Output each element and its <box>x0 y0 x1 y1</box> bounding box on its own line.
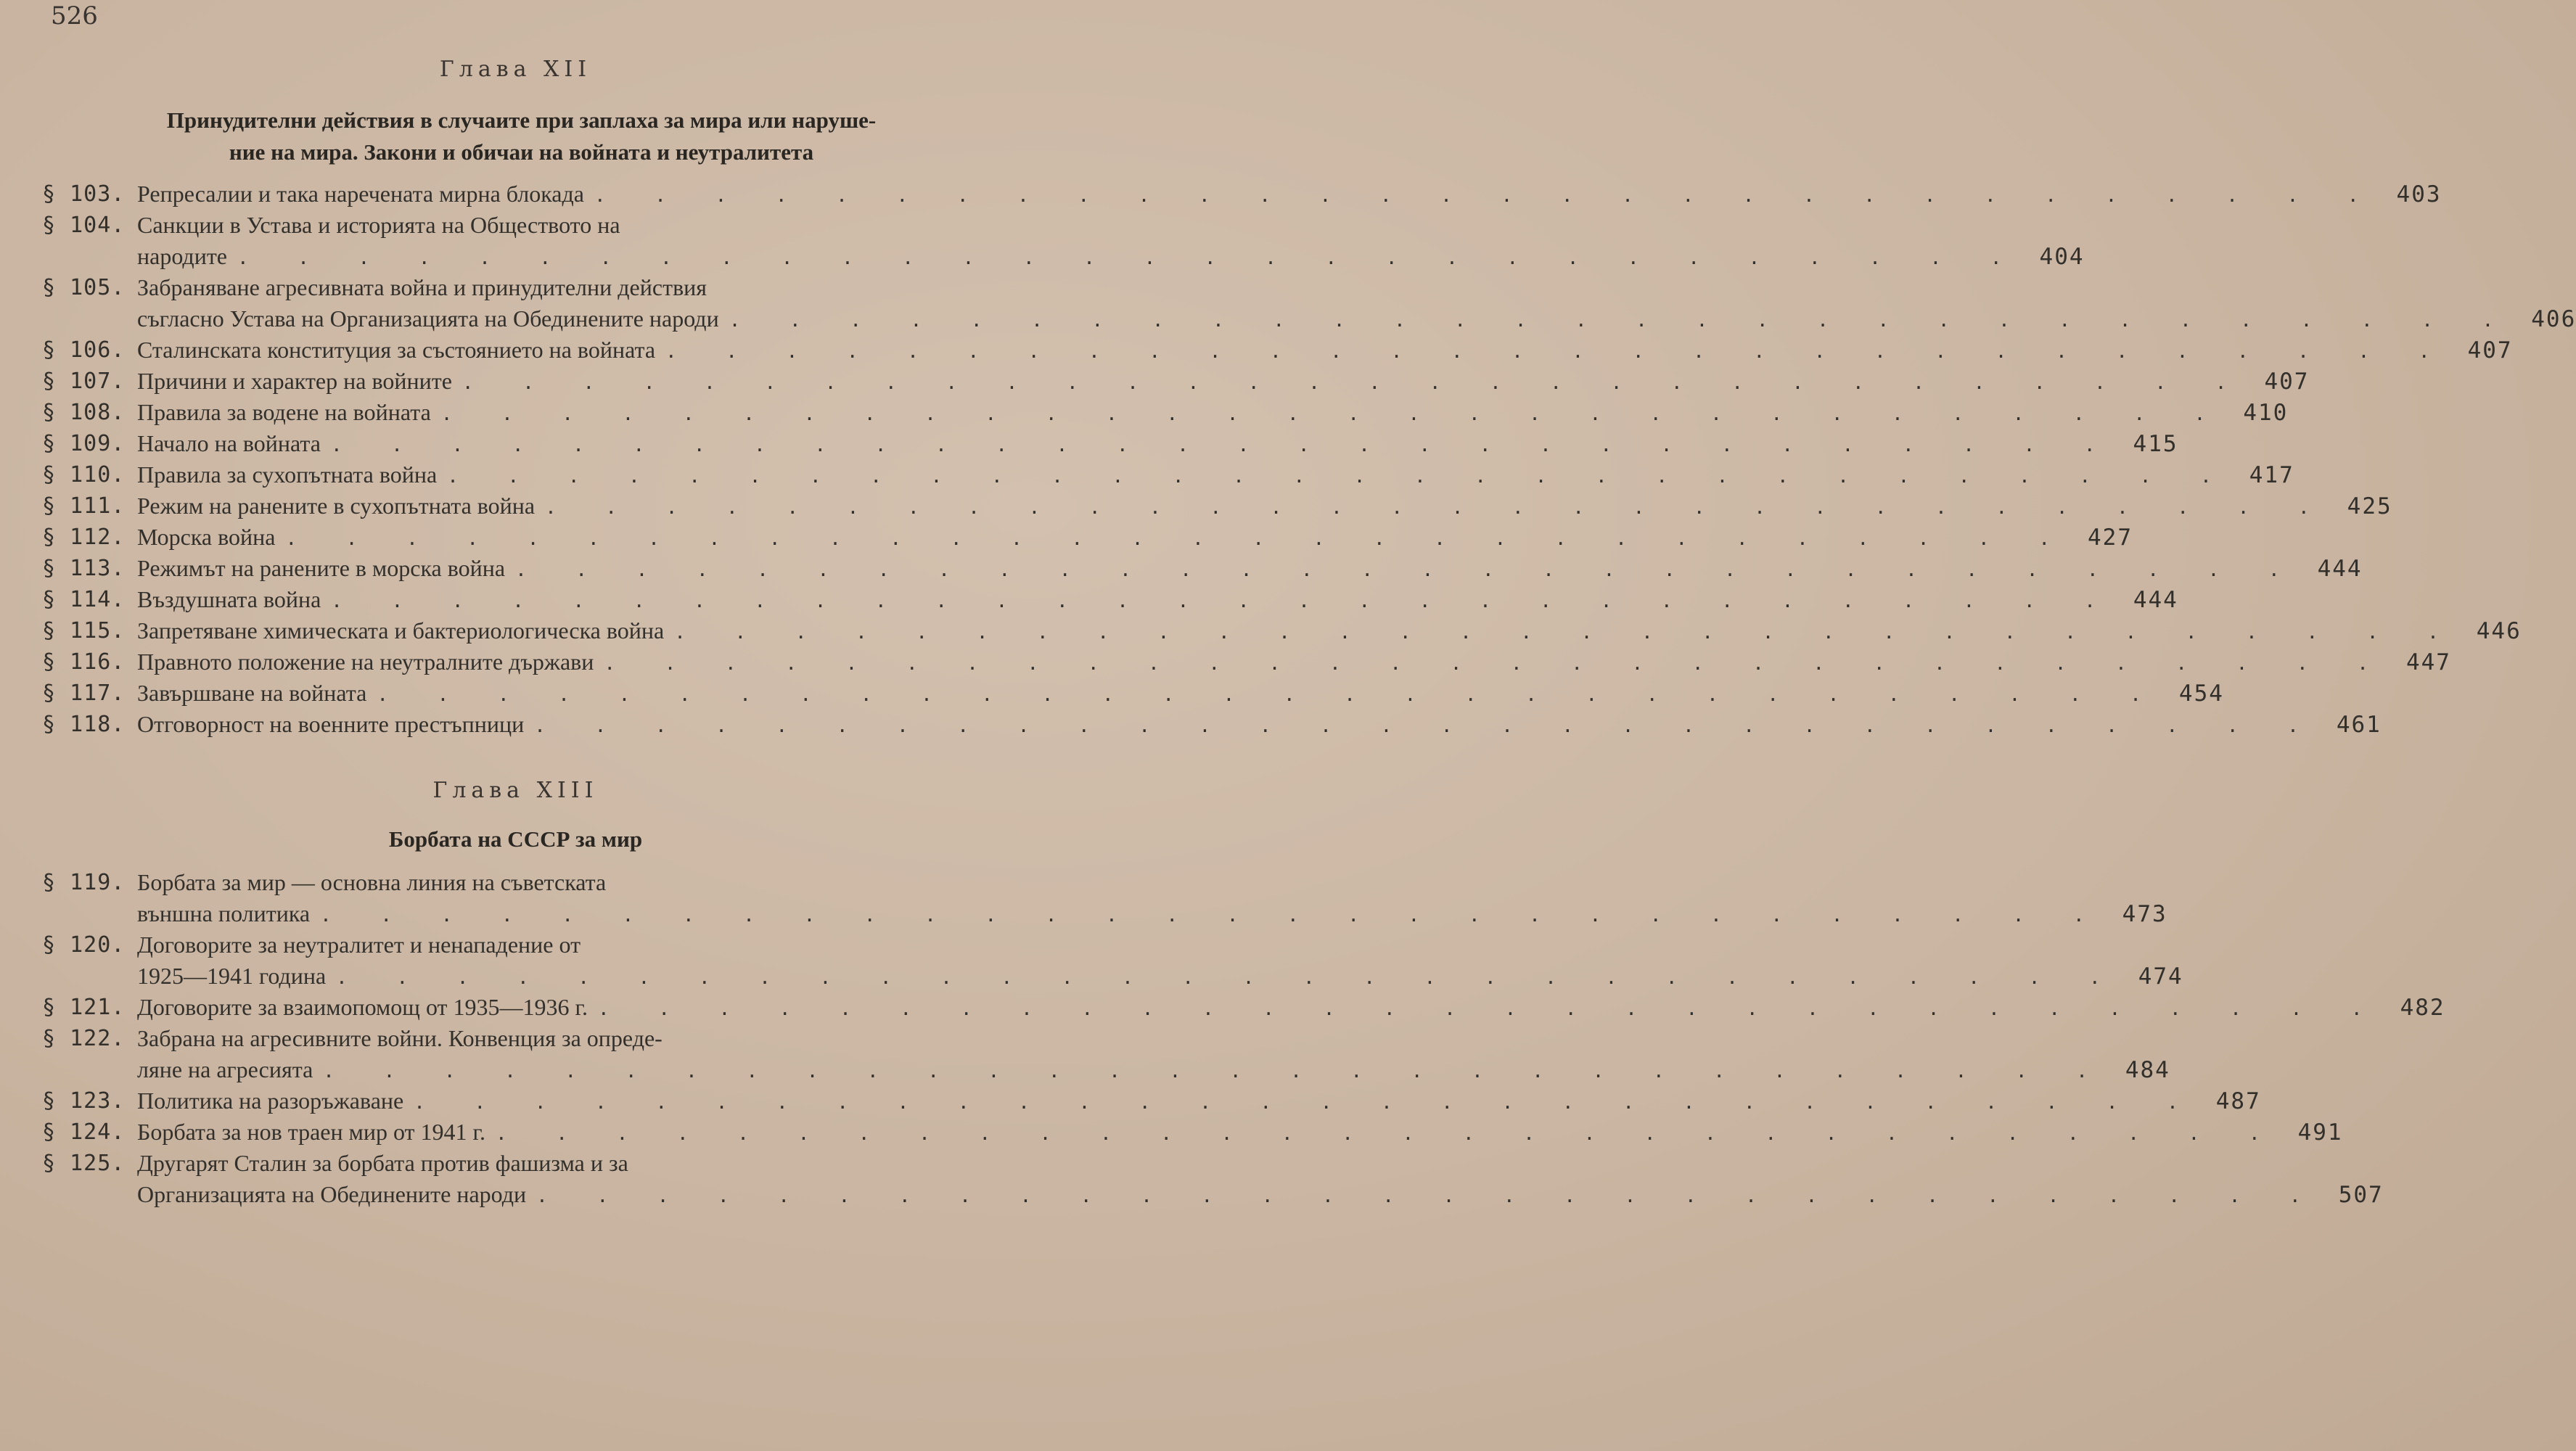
entry-last-line <box>137 992 2445 1023</box>
page-reference: 482 <box>2400 995 2445 1021</box>
entry-title-line: Борбата за нов траен мир от 1941 г. <box>137 1119 486 1145</box>
entry-title-line: Договорите за неутралитет и ненападение от <box>137 932 581 958</box>
page-reference: 415 <box>2133 431 2178 457</box>
entry-last-line <box>137 1085 2261 1117</box>
page-reference: 474 <box>2138 963 2183 990</box>
entry-text <box>137 1085 2261 1117</box>
entry-text <box>137 992 2445 1023</box>
entry-title-line: 1925—1941 година <box>137 963 327 989</box>
toc-entry <box>42 272 2576 334</box>
page-reference: 407 <box>2467 337 2513 363</box>
entry-title-line: Борбата за мир — основна линия на съветската <box>137 869 607 895</box>
entry-last-line <box>137 366 2310 397</box>
dot-leader: . . . . . . . . . . . . . . . . . . . . . . . . . . . . . . <box>545 497 2329 519</box>
page-reference: 444 <box>2133 587 2178 613</box>
entry-last-line <box>137 1117 2343 1148</box>
entry-title-line: съгласно Устава на Организацията на Обединените народи <box>137 305 719 332</box>
entry-last-line <box>137 397 2289 428</box>
page-reference: 487 <box>2215 1088 2261 1114</box>
entry-title-line: Репресалии и така наречената мирна блокада <box>137 181 584 207</box>
entry-title-line: Организацията на Обединените народи <box>137 1181 527 1207</box>
paragraph-number: § 109. <box>42 431 126 456</box>
entry-title-line: Другарят Сталин за борбата против фашизма и за <box>137 1150 628 1176</box>
chapter-heading: Глава XIII <box>432 778 599 803</box>
entry-last-line <box>137 553 2363 584</box>
page-number: 526 <box>51 1 98 30</box>
page-reference: 444 <box>2317 556 2363 582</box>
entry-title-line: ляне на агресията <box>137 1056 313 1082</box>
toc-entry <box>42 1148 2384 1210</box>
dot-leader: . . . . . . . . . . . . . . . . . . . . . . . . . . . . . . <box>331 591 2114 612</box>
dot-leader: . . . . . . . . . . . . . . . . . . . . . . . . . . . . . . <box>462 372 2246 394</box>
entry-last-line <box>137 961 2183 992</box>
chapter-title <box>0 823 1031 855</box>
entry-text <box>137 178 2442 210</box>
entry-title-line: Морска война <box>137 524 276 550</box>
entry-text <box>137 584 2178 615</box>
dot-leader: . . . . . . . . . . . . . . . . . . . . . . . . . . . . . . <box>496 1123 2279 1145</box>
entry-last-line <box>137 584 2178 615</box>
toc-entry <box>42 428 2178 459</box>
dot-leader: . . . . . . . . . . . . . . . . . . . . . . . . . . . . . . <box>729 310 2513 332</box>
paragraph-number: § 110. <box>42 462 126 488</box>
entry-title-line: Запретяване химическата и бактериологическа война <box>137 617 665 644</box>
page-reference: 410 <box>2243 400 2289 426</box>
entry-last-line <box>137 1179 2384 1210</box>
paragraph-number: § 120. <box>42 932 126 958</box>
dot-leader: . . . . . . . . . . . . . . . . . . . . . . . . . . . . . . <box>604 653 2387 675</box>
table-of-contents <box>42 867 2445 1210</box>
dot-leader: . . . . . . . . . . . . . . . . . . . . . . . . . . . . . . <box>323 1061 2107 1082</box>
entry-text <box>137 1023 2170 1085</box>
toc-entry <box>42 678 2224 709</box>
page-reference: 491 <box>2297 1119 2343 1146</box>
dot-leader: . . . . . . . . . . . . . . . . . . . . . . . . . . . . . . <box>674 622 2458 644</box>
toc-entry <box>42 490 2392 522</box>
entry-title-line: Забрана на агресивните войни. Конвенция за опреде- <box>137 1025 663 1051</box>
entry-title-line: Въздушната война <box>137 586 321 612</box>
entry-text <box>137 459 2294 490</box>
entry-text <box>137 366 2310 397</box>
entry-title-line: Режимът на ранените в морска война <box>137 555 506 581</box>
paragraph-number: § 112. <box>42 525 126 550</box>
entry-last-line <box>137 898 2167 929</box>
paragraph-number: § 123. <box>42 1088 126 1114</box>
table-of-contents <box>42 178 2576 740</box>
entry-title-line: Режим на ранените в сухопътната война <box>137 493 536 519</box>
page-reference: 425 <box>2347 493 2392 519</box>
paragraph-number: § 108. <box>42 400 126 425</box>
toc-entry <box>42 1117 2343 1148</box>
dot-leader: . . . . . . . . . . . . . . . . . . . . . . . . . . . . . . <box>515 559 2299 581</box>
entry-title-line: Договорите за взаимопомощ от 1935—1936 г. <box>137 994 588 1020</box>
page-reference: 404 <box>2039 244 2085 270</box>
entry-title-line: Правното положение на неутралните държави <box>137 649 594 675</box>
entry-text <box>137 334 2513 366</box>
toc-entry <box>42 992 2445 1023</box>
page-reference: 417 <box>2249 462 2294 488</box>
dot-leader: . . . . . . . . . . . . . . . . . . . . . . . . . . . . . . <box>440 403 2225 425</box>
chapter-title <box>6 104 1037 168</box>
dot-leader: . . . . . . . . . . . . . . . . . . . . . . . . . . . . . . <box>594 185 2378 207</box>
page-reference: 473 <box>2122 901 2167 927</box>
page-reference: 507 <box>2338 1182 2384 1208</box>
paragraph-number: § 122. <box>42 1026 126 1051</box>
entry-text <box>137 646 2451 678</box>
entry-title-line: Причини и характер на войните <box>137 368 452 394</box>
entry-title-line: Политика на разоръжаване <box>137 1088 404 1114</box>
paragraph-number: § 119. <box>42 870 126 895</box>
entry-title-line: Правила за сухопътната война <box>137 461 438 488</box>
entry-last-line <box>137 459 2294 490</box>
toc-entry <box>42 553 2363 584</box>
dot-leader: . . . . . . . . . . . . . . . . . . . . . . . . . . . . . . <box>598 998 2382 1020</box>
toc-entry <box>42 646 2451 678</box>
toc-entry <box>42 397 2289 428</box>
entry-last-line <box>137 490 2392 522</box>
entry-text <box>137 867 2167 929</box>
dot-leader: . . . . . . . . . . . . . . . . . . . . . . . . . . . . . . <box>331 435 2114 456</box>
entry-text <box>137 210 2085 272</box>
chapter-title-line: Борбата на СССР за мир <box>388 826 643 852</box>
chapter-heading: Глава XII <box>439 57 592 82</box>
page-reference: 454 <box>2178 681 2224 707</box>
entry-last-line <box>137 646 2451 678</box>
page-reference: 447 <box>2405 649 2451 675</box>
dot-leader: . . . . . . . . . . . . . . . . . . . . . . . . . . . . . . <box>320 905 2104 926</box>
chapter-title-line: ние на мира. Закони и обичаи на войната и неутралитета <box>229 139 814 165</box>
entry-last-line <box>137 615 2522 646</box>
entry-title-line: външна политика <box>137 900 311 926</box>
entry-last-line <box>137 428 2178 459</box>
page-reference: 406 <box>2531 306 2576 332</box>
paragraph-number: § 113. <box>42 556 126 581</box>
entry-last-line <box>137 178 2442 210</box>
dot-leader: . . . . . . . . . . . . . . . . . . . . . . . . . . . . . . <box>285 528 2070 550</box>
paragraph-number: § 124. <box>42 1119 126 1145</box>
entry-text <box>137 490 2392 522</box>
entry-title-line: Санкции в Устава и историята на Обществото на <box>137 212 620 238</box>
dot-leader: . . . . . . . . . . . . . . . . . . . . . . . . . . . . . . <box>237 247 2021 269</box>
toc-entry <box>42 366 2310 397</box>
toc-entry <box>42 178 2442 210</box>
entry-title-line: Завършване на войната <box>137 680 367 706</box>
paragraph-number: § 117. <box>42 681 126 706</box>
dot-leader: . . . . . . . . . . . . . . . . . . . . . . . . . . . . . . <box>534 715 2318 737</box>
entry-title-line: Правила за водене на войната <box>137 399 431 425</box>
entry-last-line <box>137 1054 2170 1085</box>
entry-title-line: Начало на войната <box>137 430 321 456</box>
page-reference: 484 <box>2125 1057 2170 1083</box>
paragraph-number: § 116. <box>42 649 126 675</box>
entry-text <box>137 678 2224 709</box>
paragraph-number: § 105. <box>42 275 126 300</box>
dot-leader: . . . . . . . . . . . . . . . . . . . . . . . . . . . . . . <box>447 466 2231 488</box>
entry-text <box>137 615 2522 646</box>
entry-last-line <box>137 303 2576 334</box>
toc-entry <box>42 867 2167 929</box>
paragraph-number: § 114. <box>42 587 126 612</box>
entry-title-line: Сталинската конституция за състоянието на войната <box>137 337 656 363</box>
toc-entry <box>42 210 2085 272</box>
entry-last-line <box>137 709 2382 740</box>
toc-entry <box>42 522 2133 553</box>
entry-last-line <box>137 334 2513 366</box>
chapter-title-line: Принудителни действия в случаите при заплаха за мира или наруше- <box>166 107 877 133</box>
toc-entry <box>42 615 2522 646</box>
toc-entry <box>42 584 2178 615</box>
paragraph-number: § 106. <box>42 337 126 363</box>
page-reference: 427 <box>2088 525 2133 551</box>
entry-text <box>137 1117 2343 1148</box>
paragraph-number: § 107. <box>42 369 126 394</box>
entry-title-line: Отговорност на военните престъпници <box>137 711 525 737</box>
entry-text <box>137 1148 2384 1210</box>
toc-entry <box>42 709 2382 740</box>
entry-text <box>137 522 2133 553</box>
entry-last-line <box>137 241 2085 272</box>
entry-text <box>137 553 2363 584</box>
entry-text <box>137 428 2178 459</box>
entry-last-line <box>137 678 2224 709</box>
entry-text <box>137 929 2183 992</box>
paragraph-number: § 104. <box>42 213 126 238</box>
toc-entry <box>42 1085 2261 1117</box>
entry-text <box>137 272 2576 334</box>
paragraph-number: § 121. <box>42 995 126 1020</box>
page-reference: 403 <box>2396 181 2442 207</box>
page-reference: 407 <box>2264 369 2310 395</box>
entry-title-line: Забраняване агресивната война и принудителни действия <box>137 274 707 300</box>
toc-entry <box>42 459 2294 490</box>
page-reference: 461 <box>2336 712 2382 738</box>
paragraph-number: § 115. <box>42 618 126 644</box>
entry-last-line <box>137 522 2133 553</box>
page-reference: 446 <box>2476 618 2522 644</box>
paragraph-number: § 111. <box>42 493 126 519</box>
toc-entry <box>42 1023 2170 1085</box>
dot-leader: . . . . . . . . . . . . . . . . . . . . . . . . . . . . . . <box>377 684 2160 706</box>
paragraph-number: § 103. <box>42 181 126 207</box>
entry-title-line: народите <box>137 243 227 269</box>
dot-leader: . . . . . . . . . . . . . . . . . . . . . . . . . . . . . . <box>536 1185 2320 1207</box>
toc-entry <box>42 334 2513 366</box>
dot-leader: . . . . . . . . . . . . . . . . . . . . . . . . . . . . . . <box>665 341 2449 363</box>
toc-entry <box>42 929 2183 992</box>
dot-leader: . . . . . . . . . . . . . . . . . . . . . . . . . . . . . . <box>336 967 2120 989</box>
paragraph-number: § 125. <box>42 1151 126 1176</box>
paragraph-number: § 118. <box>42 712 126 737</box>
entry-text <box>137 709 2382 740</box>
entry-text <box>137 397 2289 428</box>
dot-leader: . . . . . . . . . . . . . . . . . . . . . . . . . . . . . . <box>414 1092 2197 1114</box>
